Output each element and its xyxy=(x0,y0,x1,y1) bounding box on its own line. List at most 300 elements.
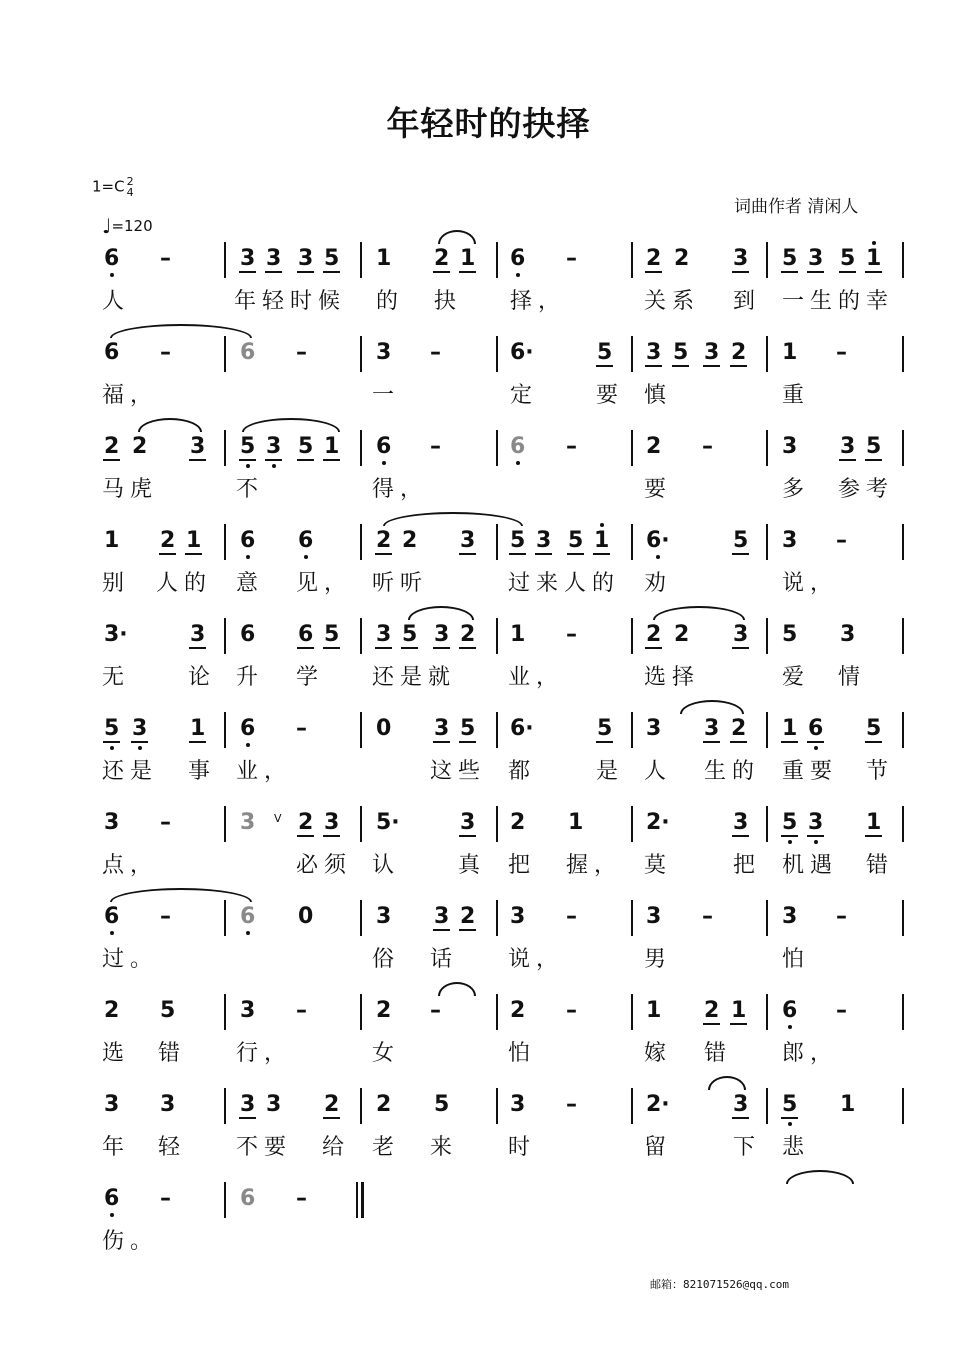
note: 2· xyxy=(646,810,670,835)
notation-line xyxy=(0,1178,977,1222)
score-row xyxy=(0,1178,977,1268)
barline xyxy=(631,524,633,560)
score-row xyxy=(0,1084,977,1174)
barline xyxy=(224,712,226,748)
underline-beam xyxy=(781,1117,798,1119)
note: 3 xyxy=(782,434,798,459)
underline-beam xyxy=(297,835,314,837)
note: 2 xyxy=(104,998,120,1023)
quarter-note-icon: ♩ xyxy=(102,214,112,238)
note: 6 xyxy=(808,716,823,741)
dash-extension: – xyxy=(836,904,847,929)
barline xyxy=(766,618,768,654)
note: 3 xyxy=(298,246,314,271)
notation-line xyxy=(0,802,977,846)
barline xyxy=(631,336,633,372)
dash-extension: – xyxy=(566,904,577,929)
note: 3 xyxy=(733,246,749,271)
lyric-syllable: 人 xyxy=(644,759,673,784)
note: 3 xyxy=(840,434,856,459)
barline xyxy=(902,994,904,1030)
breath-mark: V xyxy=(274,812,282,825)
notation-line xyxy=(0,896,977,940)
note: 5 xyxy=(324,622,340,647)
lower-octave-dot xyxy=(516,461,520,465)
underline-beam xyxy=(433,647,450,649)
note: 5 xyxy=(597,716,613,741)
note: 6 xyxy=(104,1186,119,1211)
note: 2 xyxy=(731,716,747,741)
lower-octave-dot xyxy=(788,1122,792,1126)
lyric-syllable: 都 xyxy=(508,759,537,784)
underline-beam xyxy=(131,741,148,743)
note: 2· xyxy=(646,1092,670,1117)
underline-beam xyxy=(865,459,882,461)
note: 6 xyxy=(298,528,313,553)
lyric-syllable: 还是 xyxy=(102,759,159,784)
note: 6· xyxy=(646,528,670,553)
author-email: 邮箱：821071526@qq.com xyxy=(650,1278,789,1291)
note: 3 xyxy=(190,434,206,459)
score-row xyxy=(0,896,977,986)
lyric-syllable: 时 xyxy=(508,1135,537,1160)
lyric-line xyxy=(0,472,977,512)
note: 1 xyxy=(866,810,882,835)
score-row xyxy=(0,802,977,892)
underline-beam xyxy=(433,929,450,931)
note: 3 xyxy=(266,1092,282,1117)
note: 6 xyxy=(298,622,314,647)
note: 6 xyxy=(104,340,120,365)
lower-octave-dot xyxy=(656,555,660,559)
underline-beam xyxy=(189,459,206,461)
note: 2 xyxy=(460,904,476,929)
lower-octave-dot xyxy=(516,273,520,277)
lower-octave-dot xyxy=(246,464,250,468)
lyric-syllable: 无 xyxy=(102,665,131,690)
underline-beam xyxy=(433,741,450,743)
underline-beam xyxy=(865,741,882,743)
note: 2 xyxy=(402,528,418,553)
note: 3 xyxy=(733,810,749,835)
lyric-syllable: 要 xyxy=(596,383,625,408)
notation-line xyxy=(0,426,977,470)
underline-beam xyxy=(730,741,747,743)
underline-beam xyxy=(781,741,798,743)
note: 3 xyxy=(266,434,281,459)
note: 3 xyxy=(460,528,476,553)
lyric-syllable: 认 xyxy=(372,853,401,878)
barline xyxy=(496,806,498,842)
note: 5 xyxy=(460,716,476,741)
barline xyxy=(631,242,633,278)
lyric-syllable: 来 xyxy=(430,1135,459,1160)
lyric-syllable: 重 xyxy=(782,383,811,408)
note: 3 xyxy=(808,246,824,271)
barline xyxy=(224,900,226,936)
note: 3 xyxy=(266,246,282,271)
dash-extension: – xyxy=(296,998,307,1023)
lyric-line xyxy=(0,754,977,794)
dash-extension: – xyxy=(566,246,577,271)
note: 3 xyxy=(840,622,856,647)
note: 5 xyxy=(866,434,882,459)
note: 2 xyxy=(376,998,392,1023)
final-barline-thick xyxy=(361,1182,364,1218)
lyric-syllable: 多 xyxy=(782,477,811,502)
upper-octave-dot xyxy=(600,523,604,527)
note: 5 xyxy=(298,434,314,459)
note: 3 xyxy=(160,1092,176,1117)
lower-octave-dot xyxy=(788,840,792,844)
note: 2 xyxy=(434,246,450,271)
note: 1 xyxy=(731,998,747,1023)
lyric-syllable: 爱 xyxy=(782,665,811,690)
note: 3 xyxy=(434,904,450,929)
note: 1 xyxy=(510,622,526,647)
barline xyxy=(766,994,768,1030)
note: 3 xyxy=(104,810,120,835)
underline-beam xyxy=(323,835,340,837)
note: 3 xyxy=(324,810,340,835)
barline xyxy=(766,430,768,466)
score-row xyxy=(0,520,977,610)
underline-beam xyxy=(185,553,202,555)
note: 0 xyxy=(376,716,392,741)
underline-beam xyxy=(732,647,749,649)
note: 5 xyxy=(240,434,255,459)
note: 6 xyxy=(240,622,256,647)
note: 5 xyxy=(866,716,882,741)
lower-octave-dot xyxy=(110,931,114,935)
underline-beam xyxy=(459,553,476,555)
dash-extension: – xyxy=(702,904,713,929)
lyric-syllable: 业， xyxy=(508,665,565,690)
note: 5· xyxy=(376,810,400,835)
barline xyxy=(496,1088,498,1124)
lyric-syllable: 年 xyxy=(102,1135,131,1160)
dash-extension: – xyxy=(566,622,577,647)
note: 5 xyxy=(434,1092,450,1117)
note: 1 xyxy=(376,246,392,271)
underline-beam xyxy=(459,929,476,931)
barline xyxy=(224,242,226,278)
note: 2 xyxy=(132,434,148,459)
note: 3 xyxy=(376,622,392,647)
dash-extension: – xyxy=(160,340,171,365)
lyric-syllable: 抉 xyxy=(434,289,463,314)
lyric-syllable: 参考 xyxy=(838,477,895,502)
note: 6 xyxy=(510,246,525,271)
underline-beam xyxy=(239,1117,256,1119)
note: 3 xyxy=(536,528,552,553)
notation-line xyxy=(0,614,977,658)
lyric-syllable: 情 xyxy=(838,665,867,690)
lyric-syllable: 真 xyxy=(458,853,487,878)
lyric-syllable: 意 xyxy=(236,571,265,596)
lyric-syllable: 事 xyxy=(188,759,217,784)
lyric-line xyxy=(0,1130,977,1170)
note: 1 xyxy=(190,716,206,741)
lyric-syllable: 马虎 xyxy=(102,477,159,502)
underline-beam xyxy=(807,271,824,273)
lyric-syllable: 得， xyxy=(372,477,429,502)
note: 2 xyxy=(376,528,392,553)
lower-octave-dot xyxy=(304,555,308,559)
underline-beam xyxy=(265,459,282,461)
lower-octave-dot xyxy=(246,931,250,935)
lyric-syllable: 怕 xyxy=(782,947,811,972)
underline-beam xyxy=(459,835,476,837)
lyric-syllable: 把 xyxy=(733,853,762,878)
note: 3 xyxy=(733,622,749,647)
lyric-syllable: 俗 xyxy=(372,947,401,972)
lyric-syllable: 说， xyxy=(782,571,839,596)
note: 3 xyxy=(808,810,823,835)
note: 6 xyxy=(240,340,256,365)
lower-octave-dot xyxy=(246,743,250,747)
dash-extension: – xyxy=(566,434,577,459)
underline-beam xyxy=(730,1023,747,1025)
barline xyxy=(360,618,362,654)
lyric-syllable: 人 xyxy=(102,289,131,314)
note: 3 xyxy=(646,904,662,929)
note: 3 xyxy=(646,340,662,365)
lyric-syllable: 关系 xyxy=(644,289,701,314)
lyric-syllable: 还是就 xyxy=(372,665,457,690)
note: 5 xyxy=(673,340,689,365)
note: 3 xyxy=(434,622,450,647)
lyric-line xyxy=(0,566,977,606)
lyric-syllable: 轻 xyxy=(158,1135,187,1160)
lower-octave-dot xyxy=(272,464,276,468)
barline xyxy=(766,242,768,278)
note: 5 xyxy=(782,622,798,647)
notation-line xyxy=(0,238,977,282)
barline xyxy=(360,524,362,560)
time-top: 2 xyxy=(126,175,134,188)
underline-beam xyxy=(703,365,720,367)
note: 1 xyxy=(460,246,476,271)
dash-extension: – xyxy=(430,340,441,365)
lyric-syllable: 下 xyxy=(733,1135,762,1160)
note: 3 xyxy=(376,340,392,365)
underline-beam xyxy=(732,835,749,837)
note: 6· xyxy=(510,340,534,365)
note: 2 xyxy=(646,434,662,459)
lyric-line xyxy=(0,1036,977,1076)
score-row xyxy=(0,426,977,516)
barline xyxy=(902,618,904,654)
underline-beam xyxy=(401,647,418,649)
note: 2 xyxy=(646,246,662,271)
tempo-value: =120 xyxy=(111,217,153,235)
underline-beam xyxy=(781,835,798,837)
lyric-syllable: 业， xyxy=(236,759,293,784)
lyric-syllable: 悲 xyxy=(782,1135,811,1160)
note: 2 xyxy=(376,1092,392,1117)
note: 3 xyxy=(104,1092,120,1117)
lower-octave-dot xyxy=(138,746,142,750)
dash-extension: – xyxy=(296,1186,307,1211)
underline-beam xyxy=(596,365,613,367)
lyric-syllable: 论 xyxy=(188,665,217,690)
underline-beam xyxy=(781,271,798,273)
note: 3 xyxy=(733,1092,749,1117)
note: 3 xyxy=(704,340,720,365)
lyric-syllable: 伤。 xyxy=(102,1229,159,1254)
lyric-syllable: 莫 xyxy=(644,853,673,878)
barline xyxy=(902,900,904,936)
lower-octave-dot xyxy=(110,1213,114,1217)
note: 3 xyxy=(510,904,526,929)
barline xyxy=(766,806,768,842)
dash-extension: – xyxy=(296,340,307,365)
note: 2 xyxy=(674,246,690,271)
notation-line xyxy=(0,520,977,564)
notation-line xyxy=(0,708,977,752)
underline-beam xyxy=(703,1023,720,1025)
lyric-syllable: 见， xyxy=(296,571,353,596)
barline xyxy=(224,994,226,1030)
note: 5 xyxy=(782,1092,797,1117)
lower-octave-dot xyxy=(814,840,818,844)
lyric-syllable: 这些 xyxy=(430,759,487,784)
barline xyxy=(631,1088,633,1124)
barline xyxy=(224,618,226,654)
barline xyxy=(360,806,362,842)
underline-beam xyxy=(189,647,206,649)
note: 6 xyxy=(240,1186,256,1211)
note: 6· xyxy=(510,716,534,741)
note: 2 xyxy=(731,340,747,365)
lyric-syllable: 怕 xyxy=(508,1041,537,1066)
lyric-syllable: 劝 xyxy=(644,571,673,596)
note: 2 xyxy=(674,622,690,647)
lyric-syllable: 年轻时候 xyxy=(234,289,347,314)
underline-beam xyxy=(672,365,689,367)
lyric-syllable: 郎， xyxy=(782,1041,839,1066)
lyric-syllable: 升 xyxy=(236,665,265,690)
barline xyxy=(631,994,633,1030)
lyric-syllable: 到 xyxy=(733,289,762,314)
lyric-syllable: 的 xyxy=(376,289,405,314)
underline-beam xyxy=(732,271,749,273)
underline-beam xyxy=(730,365,747,367)
dash-extension: – xyxy=(160,810,171,835)
barline xyxy=(496,430,498,466)
barline xyxy=(224,430,226,466)
note: 6 xyxy=(240,904,255,929)
barline xyxy=(766,712,768,748)
barline xyxy=(360,900,362,936)
author-credit: 词曲作者 清闲人 xyxy=(734,197,859,217)
underline-beam xyxy=(645,365,662,367)
lyric-syllable: 行， xyxy=(236,1041,293,1066)
barline xyxy=(766,336,768,372)
lyric-syllable: 慎 xyxy=(644,383,673,408)
lyric-syllable: 嫁 xyxy=(644,1041,673,1066)
note: 3 xyxy=(132,716,147,741)
lyric-syllable: 节 xyxy=(866,759,895,784)
lower-octave-dot xyxy=(110,746,114,750)
underline-beam xyxy=(459,741,476,743)
note: 1 xyxy=(866,246,881,271)
underline-beam xyxy=(297,459,314,461)
underline-beam xyxy=(265,271,282,273)
barline xyxy=(902,336,904,372)
note: 2 xyxy=(704,998,720,1023)
underline-beam xyxy=(703,741,720,743)
lyric-syllable: 女 xyxy=(372,1041,401,1066)
underline-beam xyxy=(865,835,882,837)
note: 1 xyxy=(104,528,120,553)
note: 2 xyxy=(460,622,476,647)
lyric-syllable: 给 xyxy=(322,1135,351,1160)
note: 3 xyxy=(782,528,798,553)
lyric-syllable: 要 xyxy=(644,477,673,502)
lyric-syllable: 不 xyxy=(236,477,265,502)
note: 5 xyxy=(733,528,749,553)
lyric-syllable: 重要 xyxy=(782,759,839,784)
barline xyxy=(631,430,633,466)
underline-beam xyxy=(103,459,120,461)
slur-arc xyxy=(438,230,476,244)
underline-beam xyxy=(189,741,206,743)
lower-octave-dot xyxy=(814,746,818,750)
note: 5 xyxy=(782,246,798,271)
lyric-syllable: 男 xyxy=(644,947,673,972)
lyric-syllable: 一 xyxy=(372,383,401,408)
barline xyxy=(224,524,226,560)
note: 6 xyxy=(240,528,255,553)
note: 2 xyxy=(510,998,526,1023)
note: 5 xyxy=(104,716,119,741)
lyric-syllable: 话 xyxy=(430,947,459,972)
upper-octave-dot xyxy=(872,241,876,245)
note: 5 xyxy=(568,528,584,553)
barline xyxy=(631,900,633,936)
lyric-syllable: 听听 xyxy=(372,571,429,596)
barline xyxy=(360,336,362,372)
barline xyxy=(631,618,633,654)
lyric-syllable: 留 xyxy=(644,1135,673,1160)
note: 2 xyxy=(298,810,314,835)
lower-octave-dot xyxy=(788,1025,792,1029)
lyric-syllable: 生的 xyxy=(704,759,761,784)
dash-extension: – xyxy=(160,904,171,929)
barline xyxy=(360,242,362,278)
lyric-line xyxy=(0,660,977,700)
lower-octave-dot xyxy=(382,461,386,465)
note: 1 xyxy=(594,528,609,553)
lyric-line xyxy=(0,284,977,324)
note: 6 xyxy=(104,246,119,271)
note: 1 xyxy=(646,998,662,1023)
note: 5 xyxy=(324,246,340,271)
underline-beam xyxy=(375,647,392,649)
notation-line xyxy=(0,990,977,1034)
lyric-syllable: 是 xyxy=(596,759,625,784)
lyric-syllable: 别 xyxy=(102,571,131,596)
note: 1 xyxy=(324,434,340,459)
note: 1 xyxy=(782,716,798,741)
lyric-syllable: 老 xyxy=(372,1135,401,1160)
note: 6 xyxy=(376,434,391,459)
note: 3 xyxy=(240,810,256,835)
note: 3· xyxy=(104,622,128,647)
key-label: 1=C xyxy=(92,177,125,196)
